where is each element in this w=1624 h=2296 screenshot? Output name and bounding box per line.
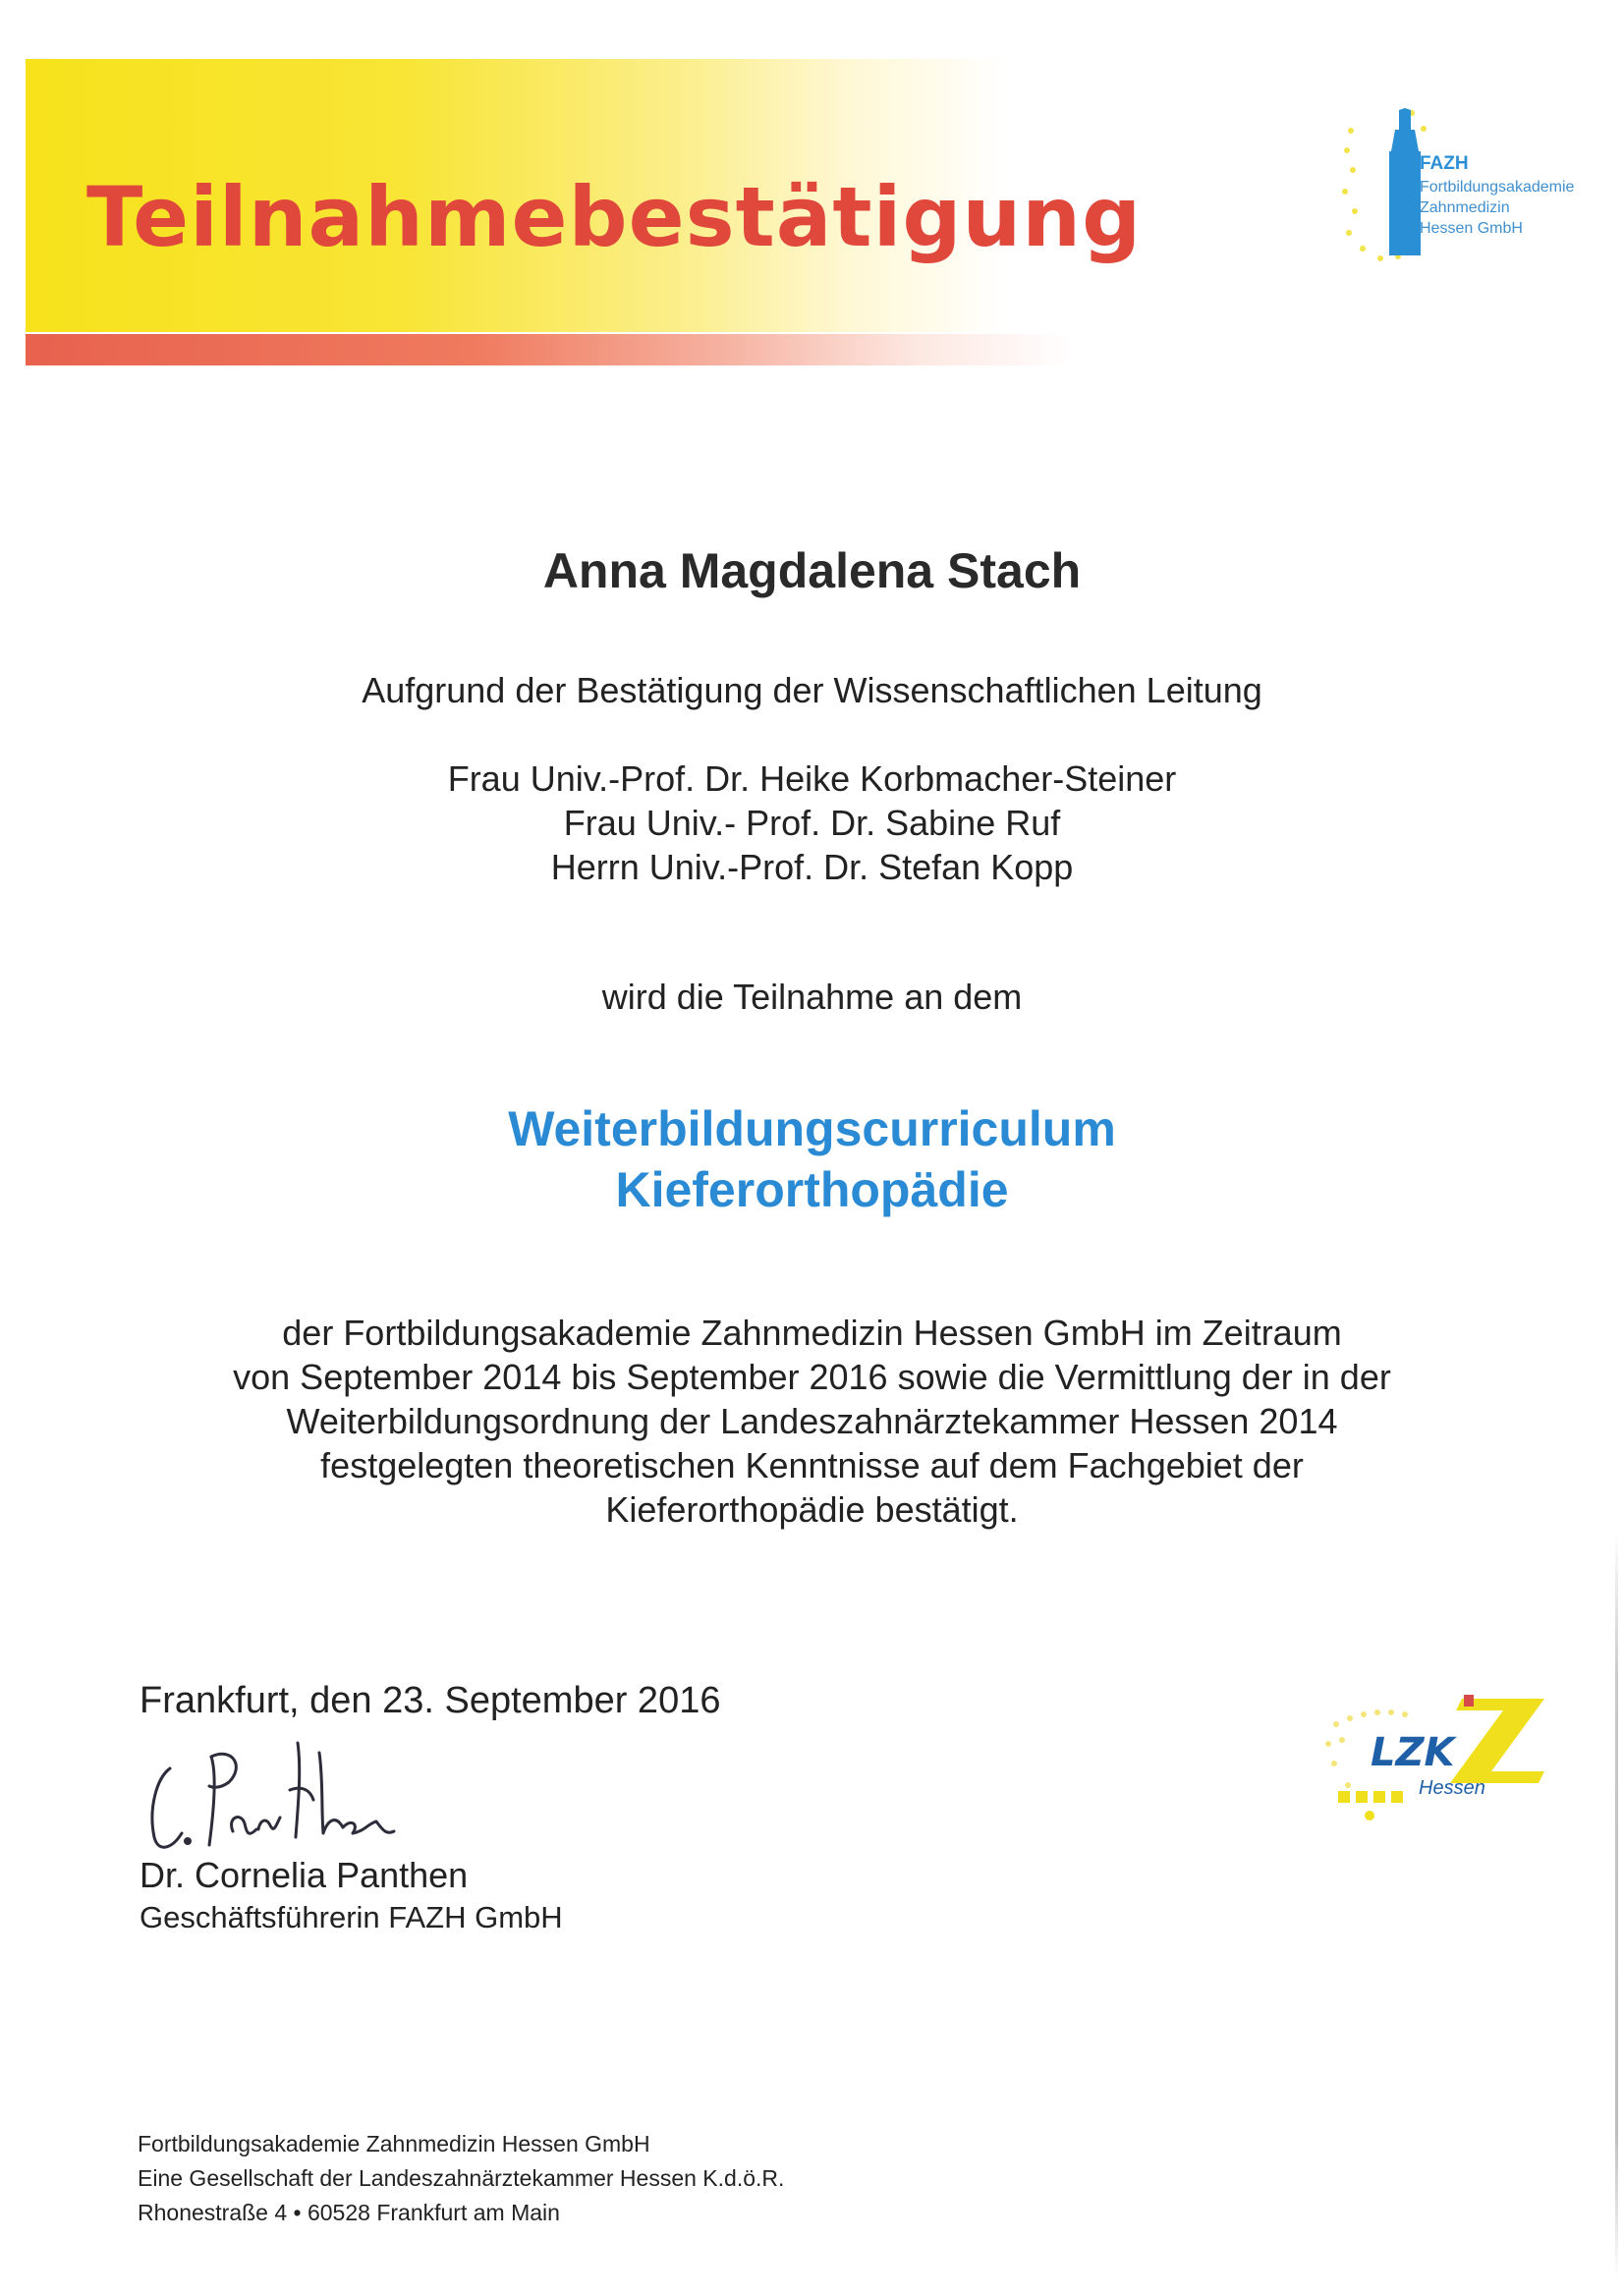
course-title <box>0 1098 1624 1220</box>
leader-item: Herrn Univ.-Prof. Dr. Stefan Kopp <box>550 847 1074 887</box>
lzk-logo <box>1316 1675 1562 1832</box>
participation-text: wird die Teilnahme an dem <box>601 977 1023 1017</box>
signer-role: Geschäftsführerin FAZH GmbH <box>140 1900 563 1934</box>
statement-paragraph <box>0 1311 1624 1532</box>
course-title-line: Weiterbildungscurriculum <box>508 1101 1116 1156</box>
fazh-logo-line: Zahnmedizin <box>1420 199 1510 216</box>
statement-line: von September 2014 bis September 2016 sowie die Vermittlung der in der <box>233 1357 1391 1397</box>
header-stripe <box>26 334 1303 365</box>
lzk-logo-sub: Hessen <box>1419 1777 1485 1799</box>
lzk-logo-name: LZK <box>1371 1730 1455 1775</box>
course-title-line: Kieferorthopädie <box>615 1162 1009 1217</box>
fazh-logo-line: Hessen GmbH <box>1420 220 1523 237</box>
footer-address <box>138 2127 784 2230</box>
handwritten-signature <box>142 1731 437 1859</box>
fazh-logo <box>1338 98 1603 265</box>
statement-line: festgelegten theoretischen Kenntnisse auf dem Fachgebiet der <box>320 1445 1304 1485</box>
date-line: Frankfurt, den 23. September 2016 <box>140 1680 721 1721</box>
leader-item: Frau Univ.- Prof. Dr. Sabine Ruf <box>563 803 1061 843</box>
document-title: Teilnahmebestätigung <box>86 169 1143 265</box>
leaders-list <box>0 756 1624 889</box>
signer-name: Dr. Cornelia Panthen <box>140 1855 469 1895</box>
fazh-logo-line: Fortbildungsakademie <box>1420 179 1575 196</box>
leader-item: Frau Univ.-Prof. Dr. Heike Korbmacher-Steiner <box>447 758 1177 799</box>
recipient-name: Anna Magdalena Stach <box>542 543 1082 598</box>
footer-line: Eine Gesellschaft der Landeszahnärztekammer Hessen K.d.ö.R. <box>138 2165 785 2191</box>
statement-line: der Fortbildungsakademie Zahnmedizin Hessen GmbH im Zeitraum <box>282 1313 1342 1353</box>
intro-text: Aufgrund der Bestätigung der Wissenschaftlichen Leitung <box>362 670 1262 710</box>
statement-line: Weiterbildungsordnung der Landeszahnärztekammer Hessen 2014 <box>286 1401 1338 1441</box>
scan-edge-shadow <box>1615 1533 1618 2279</box>
fazh-logo-name: FAZH <box>1420 153 1469 174</box>
footer-line: Fortbildungsakademie Zahnmedizin Hessen GmbH <box>138 2131 650 2156</box>
statement-line: Kieferorthopädie bestätigt. <box>605 1489 1019 1530</box>
footer-line: Rhonestraße 4 • 60528 Frankfurt am Main <box>138 2200 560 2225</box>
